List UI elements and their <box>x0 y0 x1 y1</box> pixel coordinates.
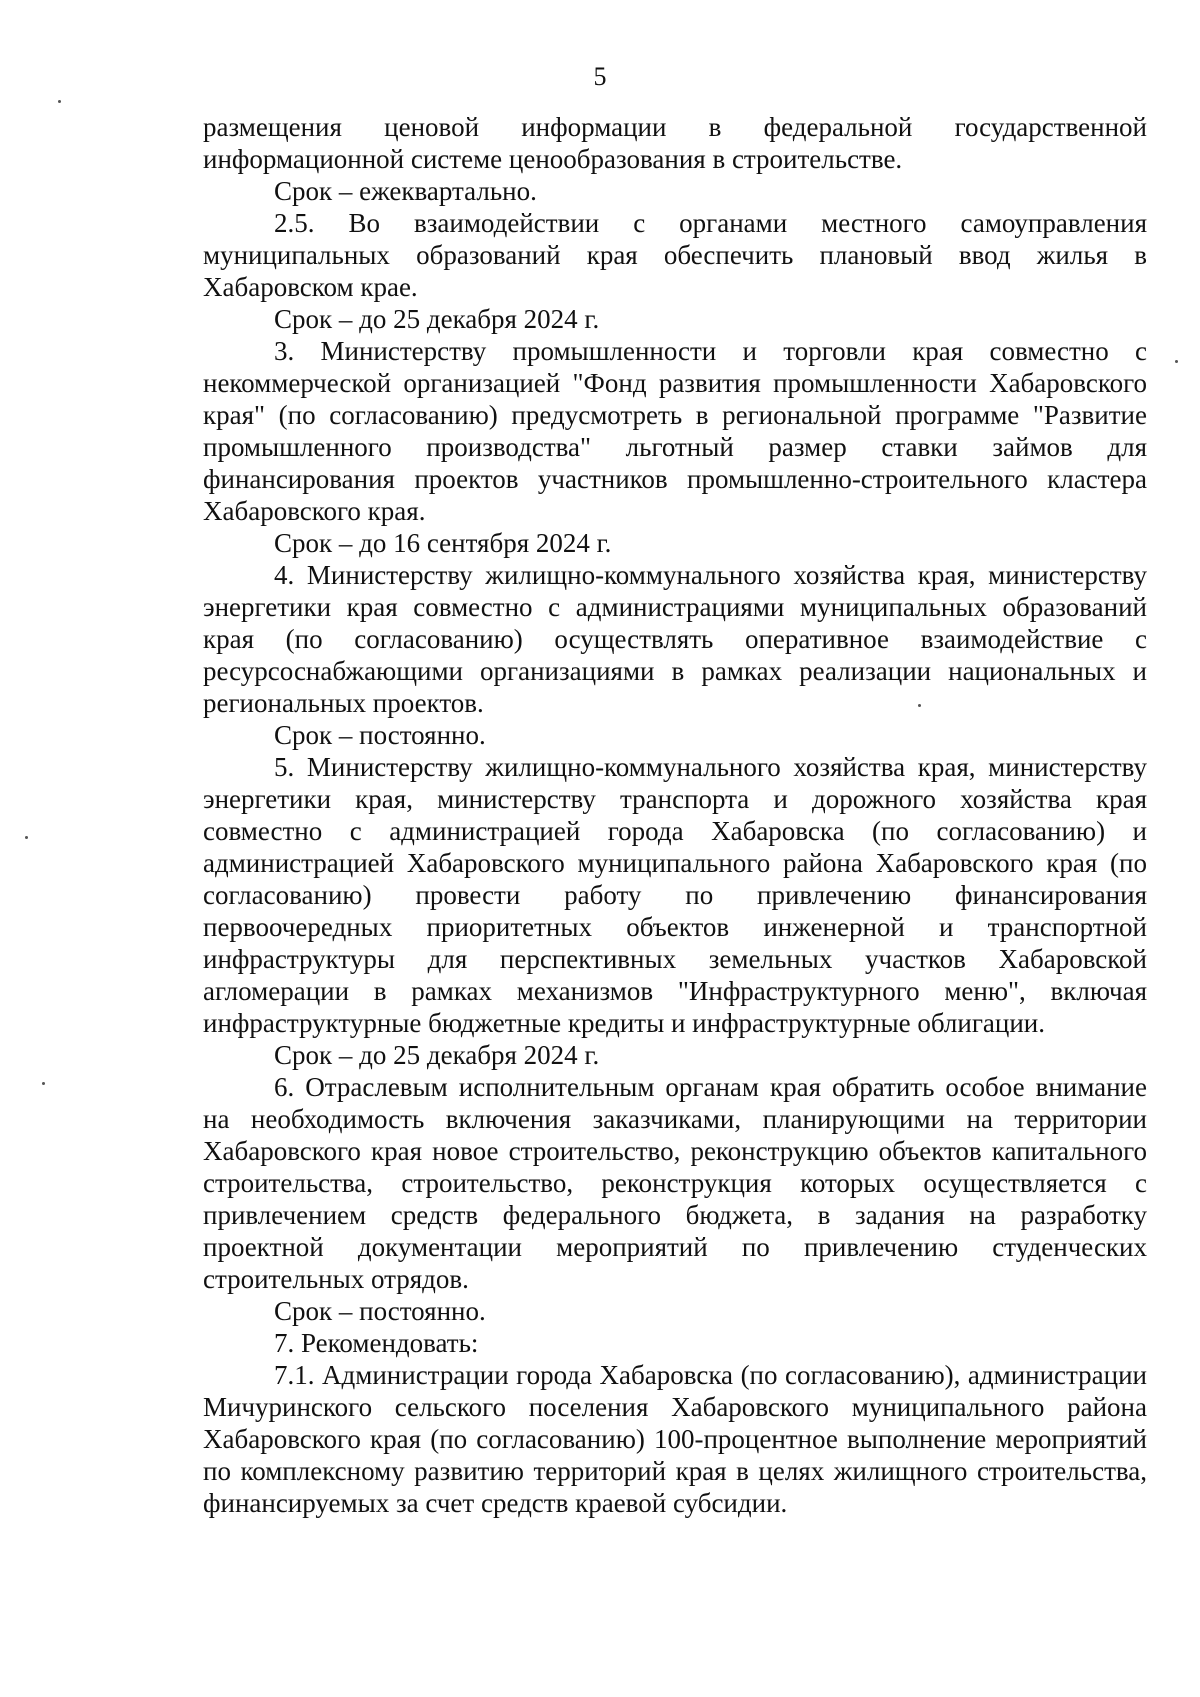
paragraph-item-4: 4. Министерству жилищно-коммунального хозяйства края, министерству энергетики края совместно с администрациями муниципальных образований края (по согласованию) осуществлять оперативное взаимодействие с ресурсоснабжающими организациями в рамках реализации национальных и региональных проектов. <box>203 560 1147 718</box>
paragraph-item-5: 5. Министерству жилищно-коммунального хозяйства края, министерству энергетики края, министерству транспорта и дорожного хозяйства края совместно с администрацией города Хабаровска (по согласованию) и администрацией Хабаровского муниципального района Хабаровского края (по согласованию) провести работу по привлечению финансирования первоочередных приоритетных объектов инженерной и транспортной инфраструктуры для перспективных земельных участков Хабаровской агломерации в рамках механизмов "Инфраструктурного меню", включая инфраструктурные бюджетные кредиты и инфраструктурные облигации. <box>203 752 1147 1038</box>
document-body <box>203 111 1147 1519</box>
page-number: 5 <box>593 62 607 91</box>
scan-speck <box>918 704 921 707</box>
paragraph-item-6: 6. Отраслевым исполнительным органам края обратить особое внимание на необходимость включения заказчиками, планирующими на территории Хабаровского края новое строительство, реконструкцию объектов капитального строительства, строительство, реконструкция которых осуществляется с привлечением средств федерального бюджета, в задания на разработку проектной документации мероприятий по привлечению студенческих строительных отрядов. <box>203 1072 1147 1294</box>
scan-speck <box>58 100 61 103</box>
paragraph-item-7-1: 7.1. Администрации города Хабаровска (по согласованию), администрации Мичуринского сельского поселения Хабаровского муниципального района Хабаровского края (по согласованию) 100-процентное выполнение мероприятий по комплексному развитию территорий края в целях жилищного строительства, финансируемых за счет средств краевой субсидии. <box>203 1360 1147 1518</box>
paragraph-continuation: размещения ценовой информации в федеральной государственной информационной системе ценообразования в строительстве. <box>203 112 1147 174</box>
deadline-line: Срок – постоянно. <box>274 1296 486 1326</box>
paragraph-item-2-5: 2.5. Во взаимодействии с органами местного самоуправления муниципальных образований края обеспечить плановый ввод жилья в Хабаровском крае. <box>203 208 1147 302</box>
deadline-line: Срок – постоянно. <box>274 720 486 750</box>
scan-speck <box>42 1082 45 1085</box>
scan-speck <box>1175 360 1178 363</box>
deadline-line: Срок – до 25 декабря 2024 г. <box>274 304 600 334</box>
deadline-line: Срок – ежеквартально. <box>274 176 537 206</box>
deadline-line: Срок – до 16 сентября 2024 г. <box>274 528 612 558</box>
scan-speck <box>25 836 28 839</box>
deadline-line: Срок – до 25 декабря 2024 г. <box>274 1040 600 1070</box>
paragraph-item-3: 3. Министерству промышленности и торговли края совместно с некоммерческой организацией "Фонд развития промышленности Хабаровского края" (по согласованию) предусмотреть в региональной программе "Развитие промышленного производства" льготный размер ставки займов для финансирования проектов участников промышленно-строительного кластера Хабаровского края. <box>203 336 1147 526</box>
paragraph-item-7-heading: 7. Рекомендовать: <box>274 1328 479 1358</box>
